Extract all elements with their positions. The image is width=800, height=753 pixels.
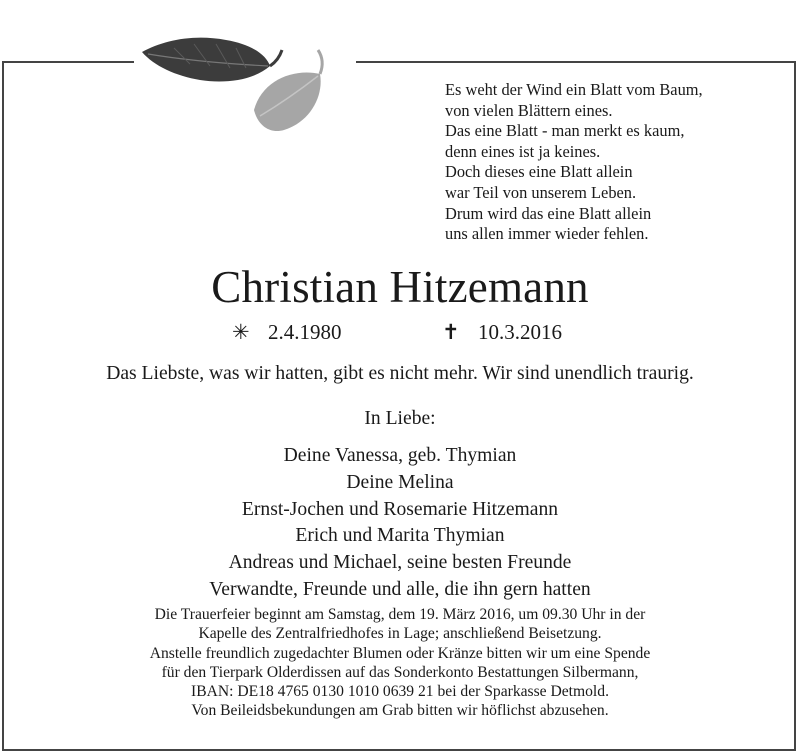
- poem-line: war Teil von unserem Leben.: [445, 182, 637, 202]
- mourner-line: Ernst-Jochen und Rosemarie Hitzemann: [241, 498, 559, 520]
- mourner-line: Erich und Marita Thymian: [295, 525, 505, 547]
- falling-leaves-icon: [134, 18, 356, 152]
- poem-line: Es weht der Wind ein Blatt vom Baum,: [445, 80, 703, 99]
- mourner-line: Deine Vanessa, geb. Thymian: [283, 445, 517, 466]
- deceased-name: Christian Hitzemann: [211, 262, 589, 312]
- notice-line: IBAN: DE18 4765 0130 1010 0639 21 bei der Sparkasse Detmold.: [191, 683, 609, 701]
- poem: [445, 80, 785, 245]
- funeral-notice: [0, 605, 800, 721]
- mourner-line: Deine Melina: [346, 471, 454, 493]
- poem-line: Drum wird das eine Blatt allein: [445, 203, 652, 223]
- notice-line: Von Beileidsbekundungen am Grab bitten wir höflichst abzusehen.: [191, 702, 609, 720]
- notice-line: für den Tierpark Olderdissen auf das Sonderkonto Bestattungen Silbermann,: [161, 663, 639, 681]
- dark-leaf-icon: [142, 38, 282, 82]
- notice-line: Kapelle des Zentralfriedhofes in Lage; anschließend Beisetzung.: [198, 625, 602, 643]
- poem-line: von vielen Blättern eines.: [445, 100, 613, 120]
- cross-icon: ✝: [442, 320, 460, 344]
- notice-line: Die Trauerfeier beginnt am Samstag, dem 19. März 2016, um 09.30 Uhr in der: [154, 606, 646, 623]
- star-icon: ✳: [232, 320, 250, 344]
- in-liebe-heading: In Liebe:: [364, 408, 436, 429]
- tagline: Das Liebste, was wir hatten, gibt es nicht mehr. Wir sind unendlich traurig.: [106, 363, 694, 384]
- birth-date-row: [232, 318, 342, 346]
- death-date: 10.3.2016: [478, 320, 562, 344]
- poem-line: uns allen immer wieder fehlen.: [445, 224, 649, 244]
- birth-date: 2.4.1980: [268, 320, 342, 344]
- poem-line: denn eines ist ja keines.: [445, 141, 601, 161]
- mourner-line: Verwandte, Freunde und alle, die ihn gern hatten: [209, 578, 591, 600]
- death-date-row: [442, 318, 562, 346]
- poem-line: Das eine Blatt - man merkt es kaum,: [445, 121, 685, 141]
- notice-line: Anstelle freundlich zugedachter Blumen oder Kränze bitten wir um eine Spende: [149, 644, 651, 662]
- poem-line: Doch dieses eine Blatt allein: [445, 162, 633, 182]
- mourner-line: Andreas und Michael, seine besten Freunde: [228, 552, 572, 574]
- mourners-list: [0, 443, 800, 604]
